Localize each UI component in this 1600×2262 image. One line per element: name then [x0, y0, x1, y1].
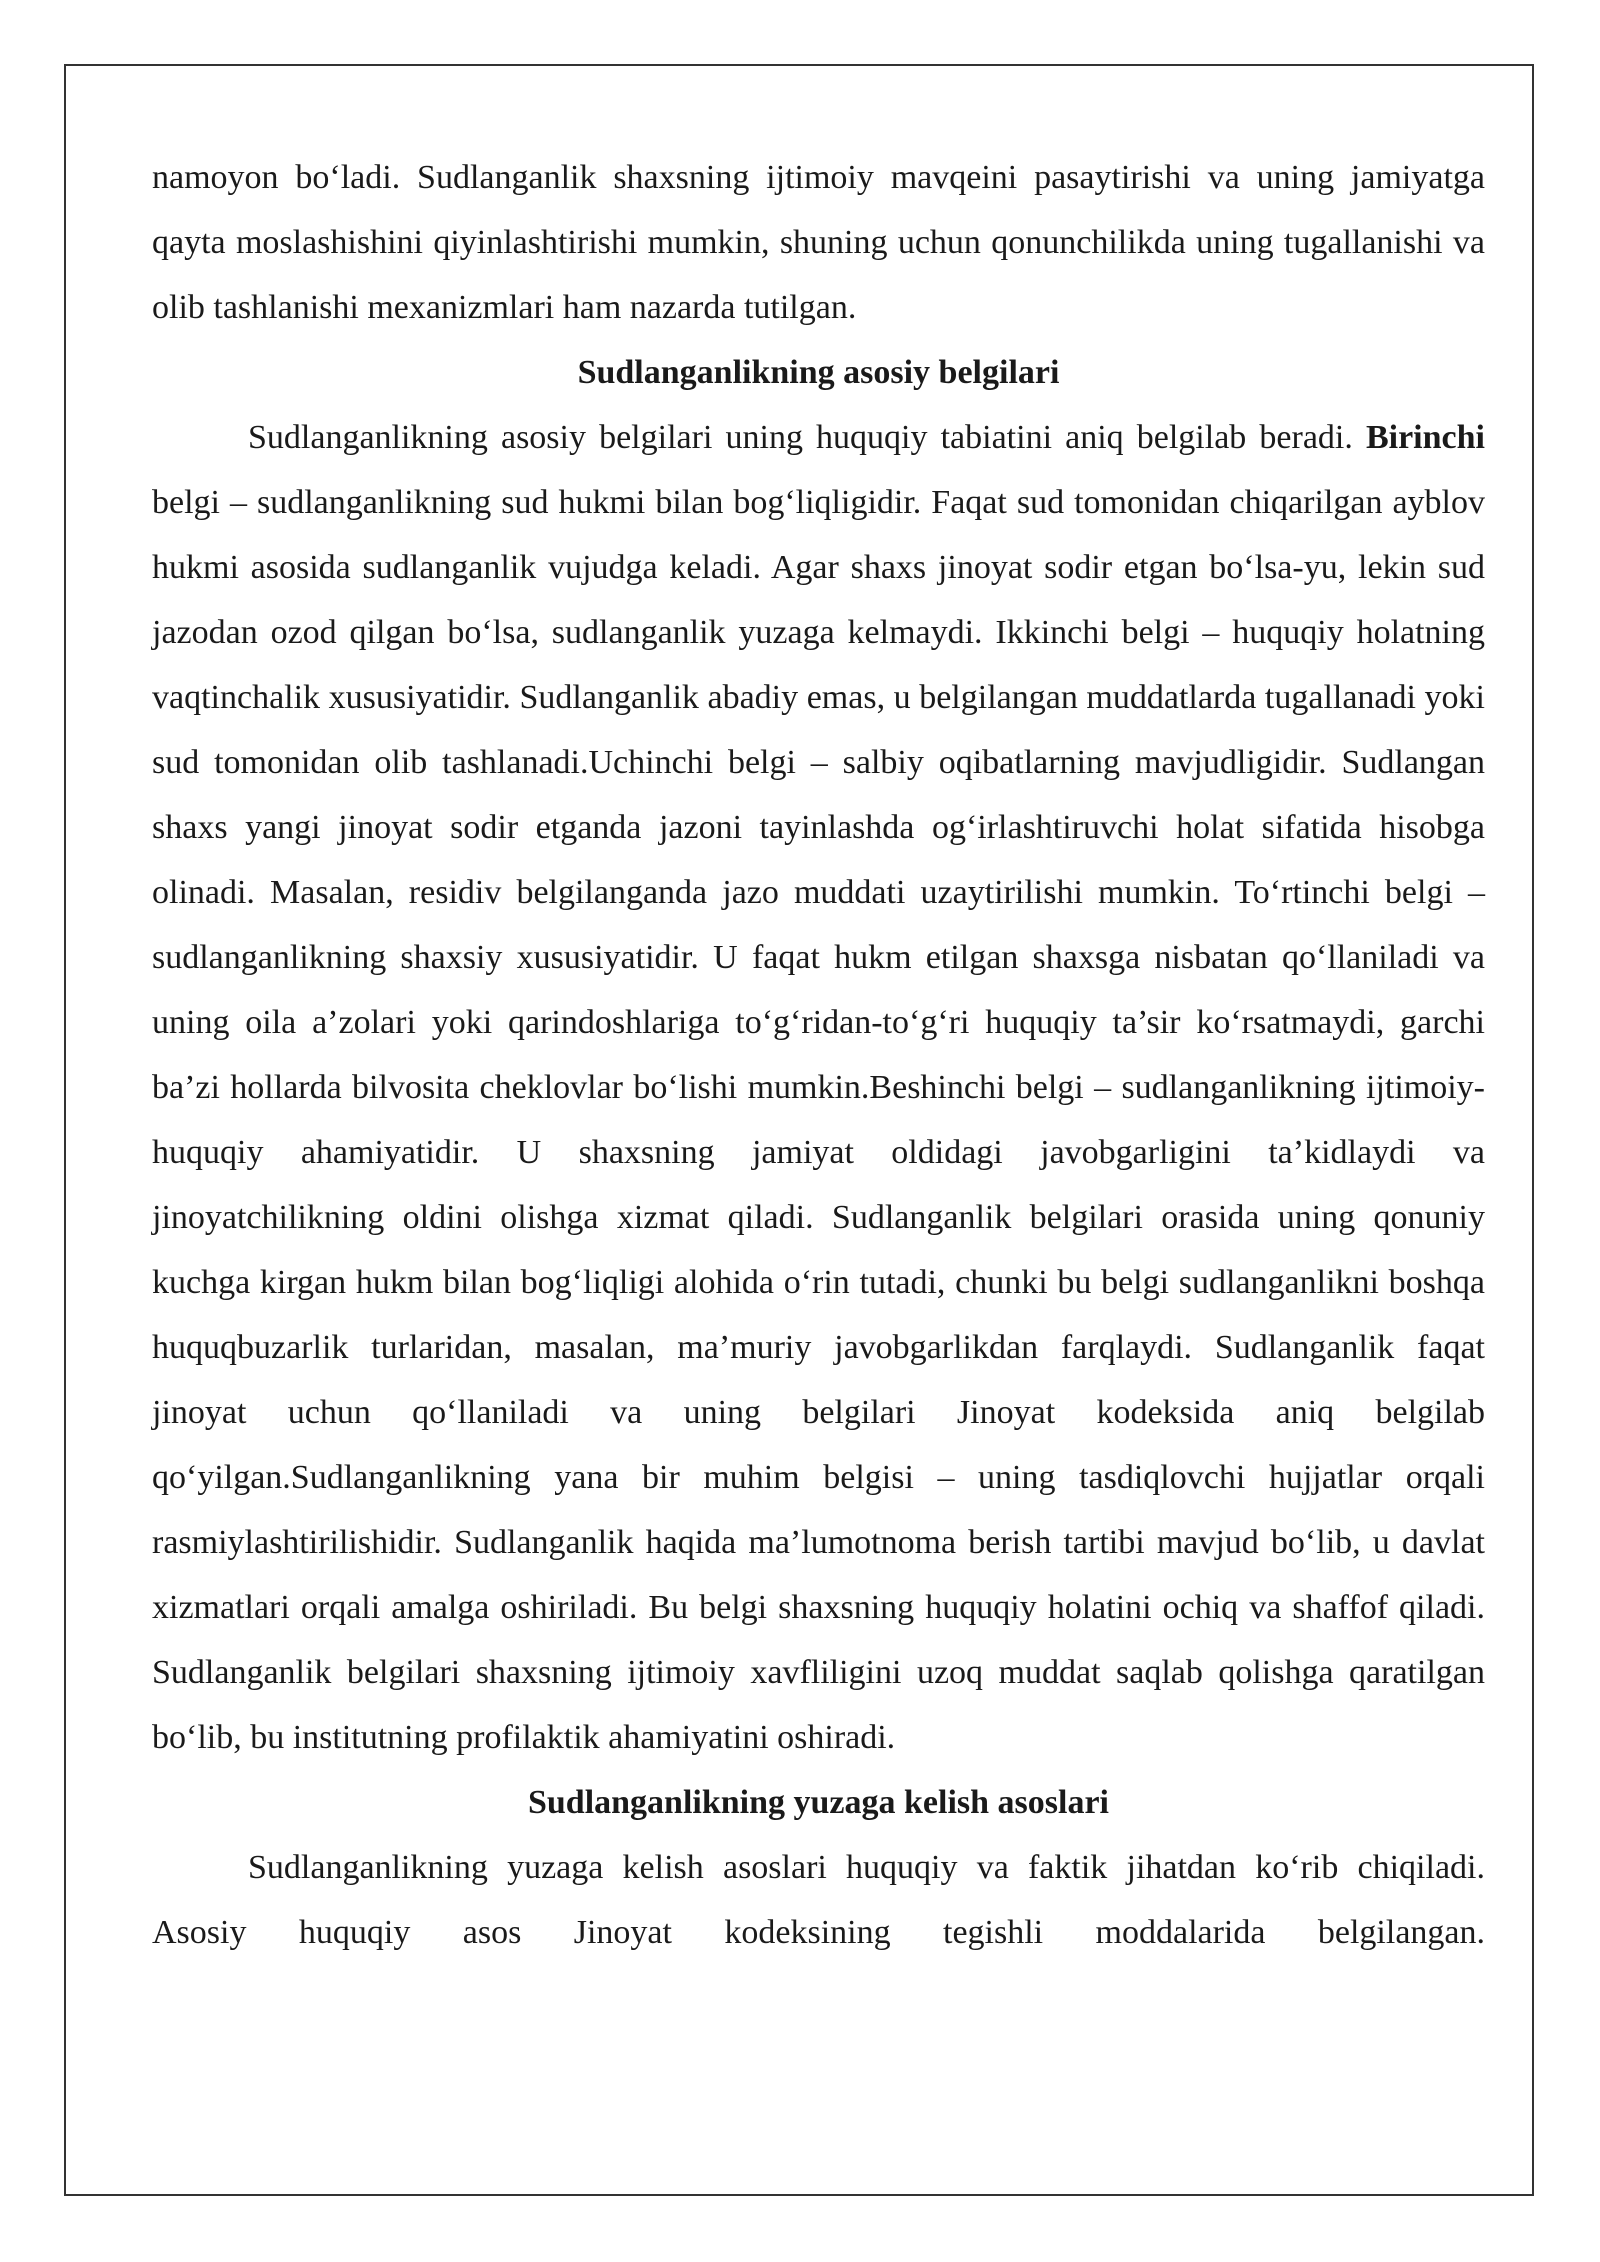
paragraph-asosiy-belgilari: [152, 405, 1485, 1770]
paragraph-lead-text: Sudlanganlikning asosiy belgilari uning huquqiy tabiatini aniq belgilab beradi.: [248, 419, 1366, 456]
bold-term-birinchi: Birinchi: [1365, 419, 1485, 456]
section-heading-asosiy-belgilari: Sudlanganlikning asosiy belgilari: [577, 354, 1060, 391]
paragraph-intro: namoyon bo‘ladi. Sudlanganlik shaxsning ijtimoiy mavqeini pasaytirishi va uning jamiyatga qayta moslashishini qiyinlashtirishi mumkin, shuning uchun qonunchilikda uning tugallanishi va olib tashlanishi mexanizmlari ham nazarda tutilgan.: [152, 159, 1485, 326]
paragraph-yuzaga-kelish-asoslari: Sudlanganlikning yuzaga kelish asoslari huquqiy va faktik jihatdan ko‘rib chiqiladi. Asosiy huquqiy asos Jinoyat kodeksining tegishli moddalarida belgilangan.: [152, 1849, 1485, 1951]
paragraph-body-text: belgi – sudlanganlikning sud hukmi bilan bog‘liqligidir. Faqat sud tomonidan chiqarilgan ayblov hukmi asosida sudlanganlik vujudga keladi. Agar shaxs jinoyat sodir etgan bo‘lsa-yu, lekin sud jazodan ozod qilgan bo‘lsa, sudlanganlik yuzaga kelmaydi. Ikkinchi belgi – huquqiy holatning vaqtinchalik xususiyatidir. Sudlanganlik abadiy emas, u belgilangan muddatlarda tugallanadi yoki sud tomonidan olib tashlanadi.Uchinchi belgi – salbiy oqibatlarning mavjudligidir. Sudlangan shaxs yangi jinoyat sodir etganda jazoni tayinlashda og‘irlashtiruvchi holat sifatida hisobga olinadi. Masalan, residiv belgilanganda jazo muddati uzaytirilishi mumkin. To‘rtinchi belgi – sudlanganlikning shaxsiy xususiyatidir. U faqat hukm etilgan shaxsga nisbatan qo‘llaniladi va uning oila a’zolari yoki qarindoshlariga to‘g‘ridan-to‘g‘ri huquqiy ta’sir ko‘rsatmaydi, garchi ba’zi hollarda bilvosita cheklovlar bo‘lishi mumkin.Beshinchi belgi – sudlanganlikning ijtimoiy-huquqiy ahamiyatidir. U shaxsning jamiyat oldidagi javobgarligini ta’kidlaydi va jinoyatchilikning oldini olishga xizmat qiladi. Sudlanganlik belgilari orasida uning qonuniy kuchga kirgan hukm bilan bog‘liqligi alohida o‘rin tutadi, chunki bu belgi sudlanganlikni boshqa huquqbuzarlik turlaridan, masalan, ma’muriy javobgarlikdan farqlaydi. Sudlanganlik faqat jinoyat uchun qo‘llaniladi va uning belgilari Jinoyat kodeksida aniq belgilab qo‘yilgan.Sudlanganlikning yana bir muhim belgisi – uning tasdiqlovchi hujjatlar orqali rasmiylashtirilishidir. Sudlanganlik haqida ma’lumotnoma berish tartibi mavjud bo‘lib, u davlat xizmatlari orqali amalga oshiriladi. Bu belgi shaxsning huquqiy holatini ochiq va shaffof qiladi. Sudlanganlik belgilari shaxsning ijtimoiy xavfliligini uzoq muddat saqlab qolishga qaratilgan bo‘lib, bu institutning profilaktik ahamiyatini oshiradi.: [152, 484, 1485, 1756]
document-body: [152, 145, 1485, 1965]
section-heading-yuzaga-kelish-asoslari: Sudlanganlikning yuzaga kelish asoslari: [527, 1784, 1110, 1821]
